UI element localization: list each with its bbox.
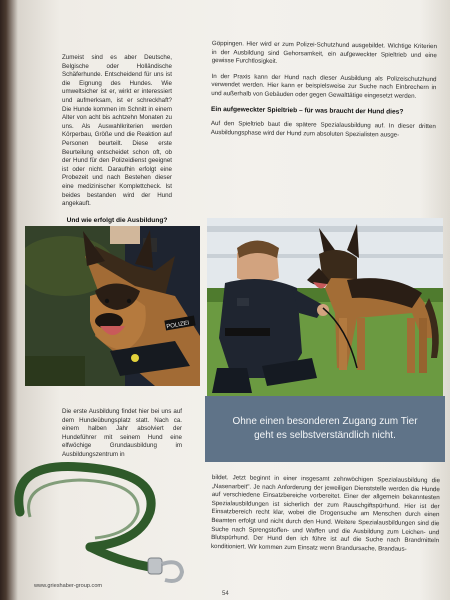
- footer-url[interactable]: www.grieshaber-group.com: [34, 583, 103, 589]
- right-paragraph-1: Göppingen. Hier wird er zum Polizei-Schutzhund ausgebildet. Wichtige Kriterien in der Ausbildung sind Gehorsamkeit, ein aufgeweckter Spieltrieb und eine gewisse Furchtlosigkeit.: [211, 40, 437, 66]
- right-heading: Ein aufgeweckter Spieltrieb – für was braucht der Hund dies?: [210, 105, 404, 116]
- pull-quote-line-2: geht es selbstverständlich nicht.: [254, 430, 396, 441]
- photo-dog-closeup: [25, 226, 200, 386]
- right-paragraph-3: Auf den Spieltrieb baut die spätere Spezialausbildung auf. In dieser dritten Ausbildungsphase wird der Hund zum absoluten Spezialisten ausge-: [210, 120, 436, 139]
- officer-dog-illustration: [207, 218, 443, 398]
- dog-closeup-illustration: [25, 226, 200, 386]
- page-number: 54: [222, 591, 229, 597]
- pull-quote-banner: [205, 396, 445, 462]
- right-column-bottom: [211, 474, 440, 563]
- harness-label: POLIZEI: [166, 320, 190, 331]
- pull-quote-line-1: Ohne einen besonderen Zugang zum Tier: [232, 416, 418, 427]
- left-paragraph-1: Zumeist sind es aber Deutsche, Belgische oder Holländische Schäferhunde. Entscheidend für uns ist die Eignung des Hundes. Wie umweltsicher ist er, wirkt er interessiert und aufmerksam, ist er schreckhaft? Die Hunde kommen im Schnitt in einem Alter von acht bis achtzehn Monaten zu uns. Als Auswahlkriterien werden Körperbau, Größe und die Reaktion auf Personen beurteilt. Diese erste Beurteilung entscheidet schon oft, ob der Hund für den Polizeidienst geeignet ist oder nicht. Daraufhin erfolgt eine Probezeit und nach Bestehen dieser eine medizinischer Komplettcheck. Ist beides bestanden wird der Hund angekauft.: [62, 54, 172, 208]
- left-paragraph-2: Die erste Ausbildung findet hier bei uns auf dem Hundeübungsplatz statt. Nach ca. einem halben Jahr absolviert der Hundeführer mit seinem Hund eine elfwöchige Grundausbildung im Ausbildungszentrum in: [62, 408, 182, 458]
- right-paragraph-2: In der Praxis kann der Hund nach dieser Ausbildung als Polizeischutzhund verwendet werden. Hier kann er beispielsweise zur Suche nach Einbrechern in und außerhalb von Gebäuden oder gegen Gewalttätige eingesetzt werden.: [211, 72, 437, 100]
- photo-officer-with-dog: [207, 218, 443, 398]
- leash-image: [0, 452, 200, 592]
- right-column-top: [211, 40, 437, 147]
- left-heading: Und wie erfolgt die Ausbildung?: [66, 216, 168, 224]
- right-paragraph-4: bildet. Jetzt beginnt in einer insgesamt zehnwöchigen Spezialausbildung die „Nasenarbeit". Je nach Anforderung der jeweiligen Dienststelle werden die Hunde auf verschiedene Einsatzbereiche vorbereitet. Einer der allgemein bekanntesten Spezialausbildungen ist sicherlich der zum Rauschgiftspürhund. Hier ist der Einsatzbereich recht klar, wobei die Drogensuche am Menschen durch einen Beamten erfolgt und nicht durch den Hund. Weitere Spezialausbildungen sind die Suche nach Sprengstoffen- und Waffen und die Ausbildung zum Leichen- und Blutspürhund. Der Hund den ich führe ist auf die Suche nach Brandmitteln konditioniert. Wir kommen zum Einsatz wenn Brandursache, Brandaus-: [210, 474, 440, 553]
- left-column-top: [62, 54, 172, 231]
